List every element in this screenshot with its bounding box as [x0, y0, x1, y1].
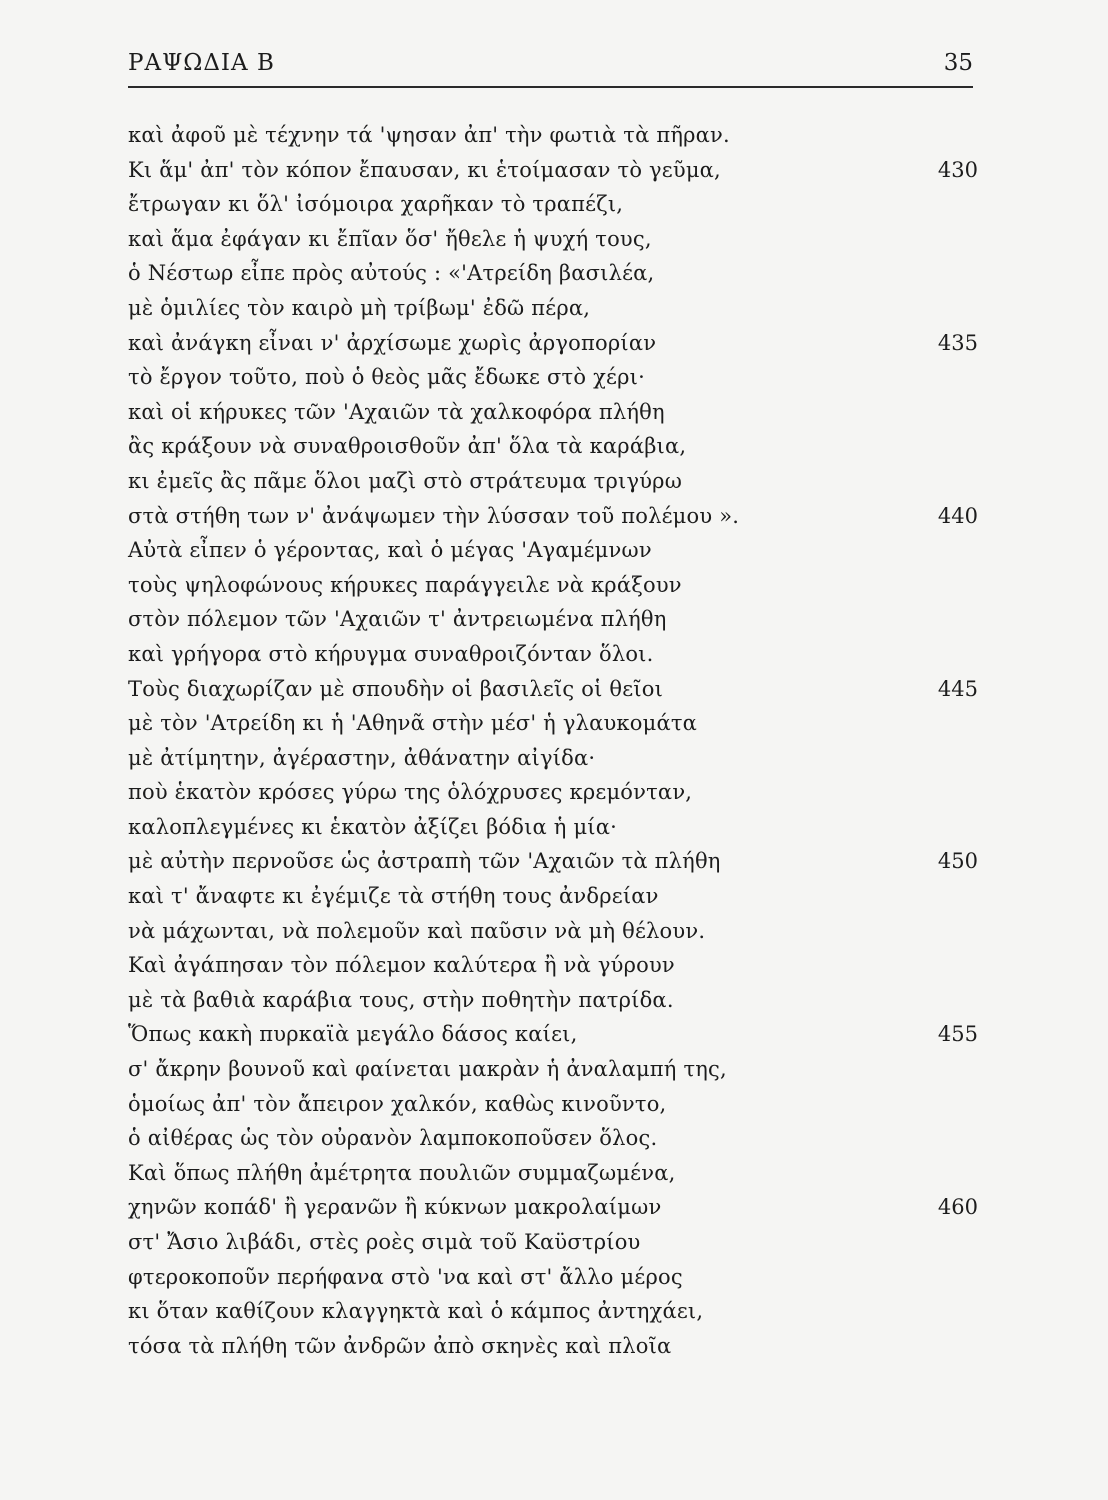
verse-line-text: κι ἐμεῖς ἂς πᾶμε ὅλοι μαζὶ στὸ στράτευμα τριγύρω: [128, 468, 683, 493]
verse-line-text: στὸν πόλεμον τῶν 'Αχαιῶν τ' ἀντρειωμένα πλήθη: [128, 607, 667, 632]
verse-lines: [128, 118, 978, 1363]
page-header: [128, 50, 973, 84]
verse-line: [128, 1260, 978, 1295]
header-rule: [128, 86, 973, 88]
verse-line-text: Κι ἅμ' ἀπ' τὸν κόπον ἔπαυσαν, κι ἑτοίμασαν τὸ γεῦμα,: [128, 157, 721, 182]
verse-line-text: χηνῶν κοπάδ' ἢ γερανῶν ἢ κύκνων μακρολαίμων: [128, 1195, 662, 1220]
verse-line: [128, 1121, 978, 1156]
verse-line: [128, 222, 978, 257]
verse-line: [128, 1052, 978, 1087]
verse-line: [128, 395, 978, 430]
verse-line-text: στὰ στήθη των ν' ἀνάψωμεν τὴν λύσσαν τοῦ πολέμου ».: [128, 503, 740, 528]
verse-line-text: Καὶ ὅπως πλήθη ἀμέτρητα πουλιῶν συμμαζωμένα,: [128, 1160, 676, 1185]
verse-line-number: 430: [937, 157, 978, 182]
verse-line: [128, 1294, 978, 1329]
verse-line: [128, 153, 978, 188]
verse-line-text: στ' Ἄσιο λιβάδι, στὲς ροὲς σιμὰ τοῦ Καϋστρίου: [128, 1230, 641, 1254]
verse-line-text: κι ὅταν καθίζουν κλαγγηκτὰ καὶ ὁ κάμπος ἀντηχάει,: [128, 1299, 704, 1324]
verse-line-text: σ' ἄκρην βουνοῦ καὶ φαίνεται μακρὰν ἡ ἀναλαμπή της,: [128, 1057, 727, 1082]
verse-line: [128, 637, 978, 672]
verse-line: [128, 879, 978, 914]
page-number: 35: [943, 50, 973, 76]
verse-line-number: 460: [937, 1195, 978, 1220]
verse-line-text: νὰ μάχωνται, νὰ πολεμοῦν καὶ παῦσιν νὰ μὴ θέλουν.: [128, 918, 706, 943]
verse-line: [128, 844, 978, 879]
verse-line-text: Τοὺς διαχωρίζαν μὲ σπουδὴν οἱ βασιλεῖς οἱ θεῖοι: [128, 676, 664, 701]
verse-line-text: μὲ αὐτὴν περνοῦσε ὡς ἀστραπὴ τῶν 'Αχαιῶν τὰ πλήθη: [128, 849, 721, 874]
verse-line-text: Καὶ ἀγάπησαν τὸν πόλεμον καλύτερα ἢ νὰ γύρουν: [128, 953, 675, 978]
verse-line: [128, 1017, 978, 1052]
verse-line: [128, 1156, 978, 1191]
verse-line: [128, 464, 978, 499]
verse-line: [128, 741, 978, 776]
verse-line-text: καὶ ἀφοῦ μὲ τέχνην τά 'ψησαν ἀπ' τὴν φωτιὰ τὰ πῆραν.: [128, 123, 730, 147]
verse-line-text: Ὅπως κακὴ πυρκαϊὰ μεγάλο δάσος καίει,: [128, 1022, 578, 1047]
verse-line-number: 450: [937, 849, 978, 874]
verse-line: [128, 568, 978, 603]
verse-line-text: μὲ τὸν 'Ατρείδη κι ἡ 'Αθηνᾶ στὴν μέσ' ἡ γλαυκομάτα: [128, 711, 698, 736]
verse-line: [128, 1190, 978, 1225]
verse-line-text: ἂς κράξουν νὰ συναθροισθοῦν ἀπ' ὅλα τὰ καράβια,: [128, 434, 687, 459]
verse-line-number: 435: [937, 330, 978, 355]
verse-line-text: τόσα τὰ πλήθη τῶν ἀνδρῶν ἀπὸ σκηνὲς καὶ πλοῖα: [128, 1333, 672, 1358]
verse-line: [128, 1329, 978, 1364]
verse-line: [128, 1087, 978, 1122]
verse-line: [128, 602, 978, 637]
verse-line: [128, 914, 978, 949]
verse-line: [128, 810, 978, 845]
verse-line-text: καὶ ἅμα ἐφάγαν κι ἔπῖαν ὅσ' ἤθελε ἡ ψυχή τους,: [128, 226, 652, 251]
verse-line: [128, 429, 978, 464]
verse-line: [128, 360, 978, 395]
verse-line-number: 440: [937, 503, 978, 528]
verse-line: [128, 499, 978, 534]
verse-line: [128, 256, 978, 291]
verse-line-text: καὶ τ' ἄναφτε κι ἐγέμιζε τὰ στήθη τους ἀνδρείαν: [128, 884, 659, 909]
verse-line: [128, 948, 978, 983]
verse-line-text: καὶ οἱ κήρυκες τῶν 'Αχαιῶν τὰ χαλκοφόρα πλήθη: [128, 399, 665, 424]
verse-line-text: Αὐτὰ εἶπεν ὁ γέροντας, καὶ ὁ μέγας 'Αγαμέμνων: [128, 538, 652, 563]
verse-line-text: καλοπλεγμένες κι ἑκατὸν ἀξίζει βόδια ἡ μία·: [128, 814, 617, 839]
verse-line-text: μὲ τὰ βαθιὰ καράβια τους, στὴν ποθητὴν πατρίδα.: [128, 987, 674, 1012]
running-title: ΡΑΨΩΔΙΑ Β: [128, 50, 275, 76]
verse-line: [128, 533, 978, 568]
verse-line-text: ποὺ ἑκατὸν κρόσες γύρω της ὁλόχρυσες κρεμόνταν,: [128, 780, 693, 805]
verse-line: [128, 118, 978, 153]
verse-line: [128, 326, 978, 361]
verse-line-text: τοὺς ψηλοφώνους κήρυκες παράγγειλε νὰ κράξουν: [128, 572, 682, 597]
verse-line-text: φτεροκοποῦν περήφανα στὸ 'να καὶ στ' ἄλλο μέρος: [128, 1264, 683, 1289]
verse-line-number: 445: [937, 676, 978, 701]
verse-line-text: ὁ Νέστωρ εἶπε πρὸς αὐτούς : «'Ατρείδη βασιλέα,: [128, 261, 655, 286]
verse-line: [128, 291, 978, 326]
verse-line: [128, 706, 978, 741]
verse-line-text: μὲ ἀτίμητην, ἀγέραστην, ἀθάνατην αἰγίδα·: [128, 745, 596, 770]
verse-line-text: μὲ ὁμιλίες τὸν καιρὸ μὴ τρίβωμ' ἐδῶ πέρα,: [128, 295, 591, 320]
verse-line-text: ὁ αἰθέρας ὡς τὸν οὐρανὸν λαμποκοποῦσεν ὅλος.: [128, 1126, 658, 1151]
verse-line-number: 455: [937, 1022, 978, 1047]
verse-line: [128, 672, 978, 707]
verse-line: [128, 983, 978, 1018]
verse-line: [128, 1225, 978, 1260]
verse-line-text: τὸ ἔργον τοῦτο, ποὺ ὁ θεὸς μᾶς ἔδωκε στὸ χέρι·: [128, 365, 645, 390]
verse-line-text: ἔτρωγαν κι ὅλ' ἰσόμοιρα χαρῆκαν τὸ τραπέζι,: [128, 192, 624, 217]
verse-line-text: ὁμοίως ἀπ' τὸν ἄπειρον χαλκόν, καθὼς κινοῦντο,: [128, 1091, 667, 1116]
verse-line: [128, 187, 978, 222]
verse-line: [128, 775, 978, 810]
verse-line-text: καὶ ἀνάγκη εἶναι ν' ἀρχίσωμε χωρὶς ἀργοπορίαν: [128, 330, 657, 355]
verse-line-text: καὶ γρήγορα στὸ κήρυγμα συναθροιζόνταν ὅλοι.: [128, 641, 654, 666]
